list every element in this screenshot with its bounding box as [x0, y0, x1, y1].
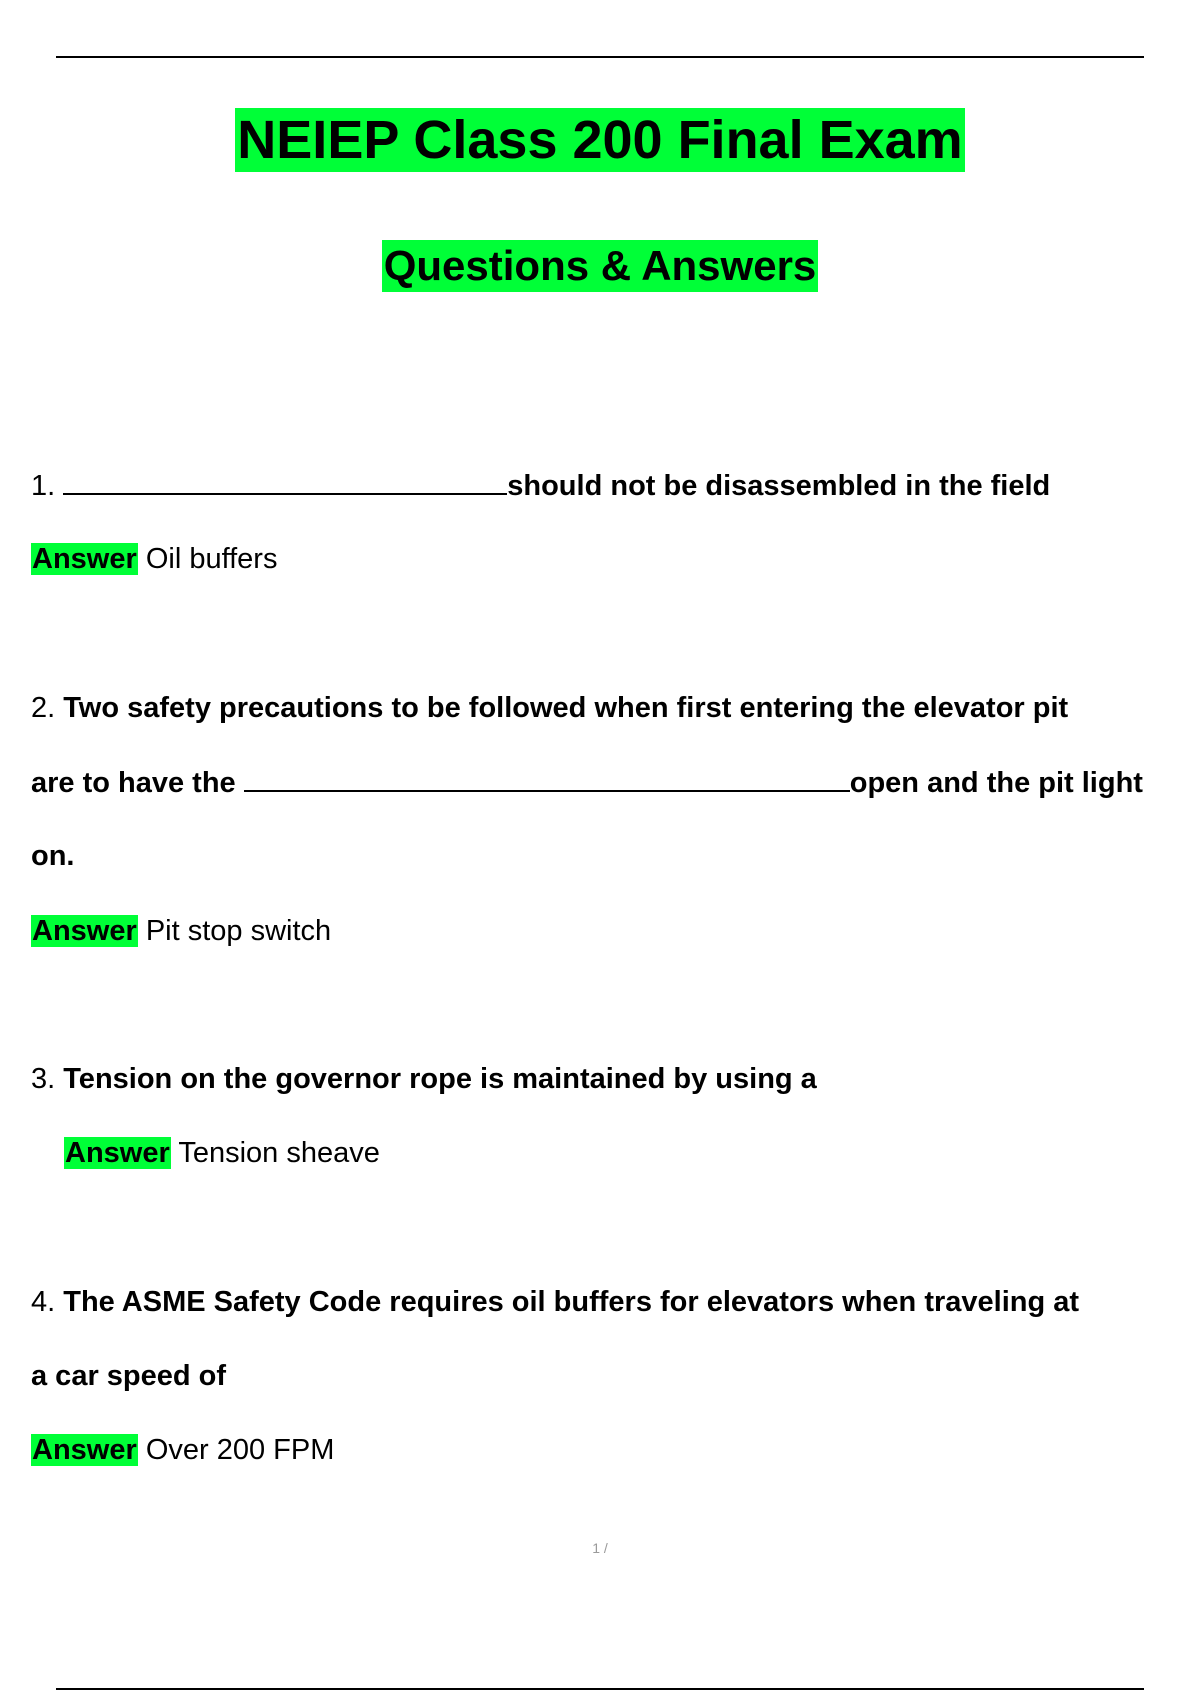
question-number: 2.	[31, 692, 56, 724]
question-2	[31, 690, 1068, 726]
page-number: 1 /	[592, 1540, 608, 1556]
answer-text: Over 200 FPM	[145, 1434, 335, 1466]
question-text: open and the pit light	[849, 767, 1143, 799]
question-1	[31, 467, 1050, 504]
bottom-rule	[56, 1688, 1144, 1690]
document-subtitle: Questions & Answers	[382, 240, 819, 292]
answer-2	[31, 913, 331, 949]
answer-3	[64, 1135, 380, 1171]
answer-text: Pit stop switch	[145, 915, 332, 947]
answer-blank	[244, 764, 850, 792]
question-4-line-2	[31, 1358, 226, 1394]
question-text: Tension on the governor rope is maintained by using a	[63, 1063, 817, 1095]
question-text: Two safety precautions to be followed when first entering the elevator pit	[63, 692, 1069, 724]
question-number: 4.	[31, 1286, 56, 1318]
answer-blank	[63, 467, 507, 495]
question-text: The ASME Safety Code requires oil buffers for elevators when traveling at	[63, 1286, 1080, 1318]
answer-label: Answer	[32, 543, 137, 575]
question-text: should not be disassembled in the field	[507, 470, 1051, 502]
answer-text: Tension sheave	[178, 1137, 380, 1169]
title-block	[0, 108, 1200, 172]
answer-label: Answer	[32, 915, 137, 947]
answer-text: Oil buffers	[145, 543, 278, 575]
question-text: are to have the	[31, 767, 236, 799]
document-title: NEIEP Class 200 Final Exam	[237, 110, 963, 170]
answer-label: Answer	[32, 1434, 137, 1466]
answer-label: Answer	[65, 1137, 170, 1169]
question-number: 3.	[31, 1063, 56, 1095]
top-rule	[56, 56, 1144, 58]
question-text: a car speed of	[31, 1360, 227, 1392]
question-3	[31, 1061, 817, 1097]
question-number: 1.	[31, 470, 56, 502]
question-4	[31, 1284, 1079, 1320]
question-text: on.	[31, 840, 75, 872]
subtitle-block	[0, 240, 1200, 292]
question-2-line-2	[31, 764, 1143, 801]
answer-4	[31, 1432, 334, 1468]
answer-1	[31, 541, 277, 577]
question-2-line-3	[31, 838, 75, 874]
